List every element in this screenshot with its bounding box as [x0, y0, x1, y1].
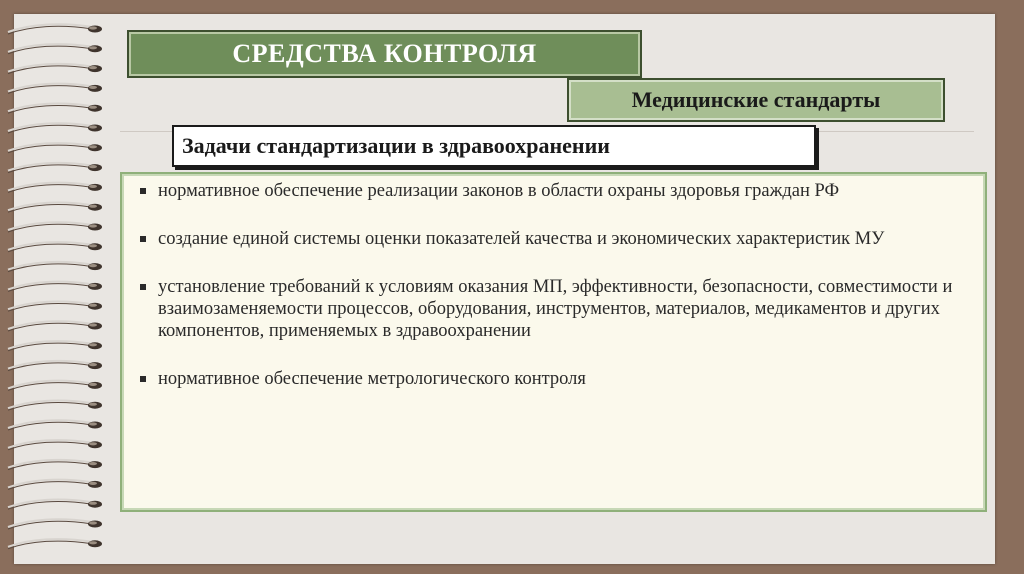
spiral-ring	[8, 301, 102, 311]
slide-subtitle-text: Медицинские стандарты	[631, 87, 881, 112]
spiral-binding-icon	[0, 14, 110, 564]
spiral-ring	[8, 381, 102, 391]
section-heading	[172, 125, 816, 167]
spiral-ring	[8, 24, 102, 34]
square-bullet-icon	[140, 188, 146, 194]
square-bullet-icon	[140, 236, 146, 242]
spiral-ring	[8, 420, 102, 430]
tasks-list	[140, 180, 971, 390]
spiral-ring	[8, 242, 102, 252]
list-item-text: нормативное обеспечение метрологического контроля	[158, 369, 586, 389]
spiral-ring	[8, 400, 102, 410]
spiral-ring	[8, 440, 102, 450]
tasks-panel	[120, 172, 987, 512]
list-item-text: создание единой системы оценки показателей качества и экономических характеристик МУ	[158, 229, 885, 249]
list-item	[140, 368, 971, 390]
slide-subtitle	[567, 78, 945, 122]
spiral-ring	[8, 361, 102, 371]
spiral-ring	[8, 123, 102, 133]
spiral-ring	[8, 262, 102, 272]
spiral-ring	[8, 282, 102, 292]
slide-title-text: СРЕДСТВА КОНТРОЛЯ	[232, 39, 537, 68]
spiral-ring	[8, 202, 102, 212]
spiral-ring	[8, 143, 102, 153]
spiral-ring	[8, 44, 102, 54]
spiral-ring	[8, 519, 102, 529]
spiral-ring	[8, 341, 102, 351]
spiral-ring	[8, 84, 102, 94]
spiral-ring	[8, 183, 102, 193]
spiral-ring	[8, 321, 102, 331]
list-item	[140, 276, 971, 342]
spiral-ring	[8, 64, 102, 74]
spiral-ring	[8, 460, 102, 470]
list-item-text: нормативное обеспечение реализации законов в области охраны здоровья граждан РФ	[158, 181, 840, 201]
spiral-ring	[8, 222, 102, 232]
square-bullet-icon	[140, 284, 146, 290]
list-item	[140, 228, 971, 250]
section-heading-text: Задачи стандартизации в здравоохранении	[182, 133, 610, 158]
slide-title	[127, 30, 642, 78]
spiral-ring	[8, 539, 102, 549]
spiral-ring	[8, 103, 102, 113]
spiral-ring	[8, 499, 102, 509]
square-bullet-icon	[140, 376, 146, 382]
list-item-text: установление требований к условиям оказания МП, эффективности, безопасности, совместимости и взаимозаменяемости процессов, оборудования, инструментов, материалов, медикаментов и других компонентов, применяемых в здравоохранении	[158, 277, 953, 341]
spiral-ring	[8, 163, 102, 173]
list-item	[140, 180, 971, 202]
spiral-ring	[8, 480, 102, 490]
